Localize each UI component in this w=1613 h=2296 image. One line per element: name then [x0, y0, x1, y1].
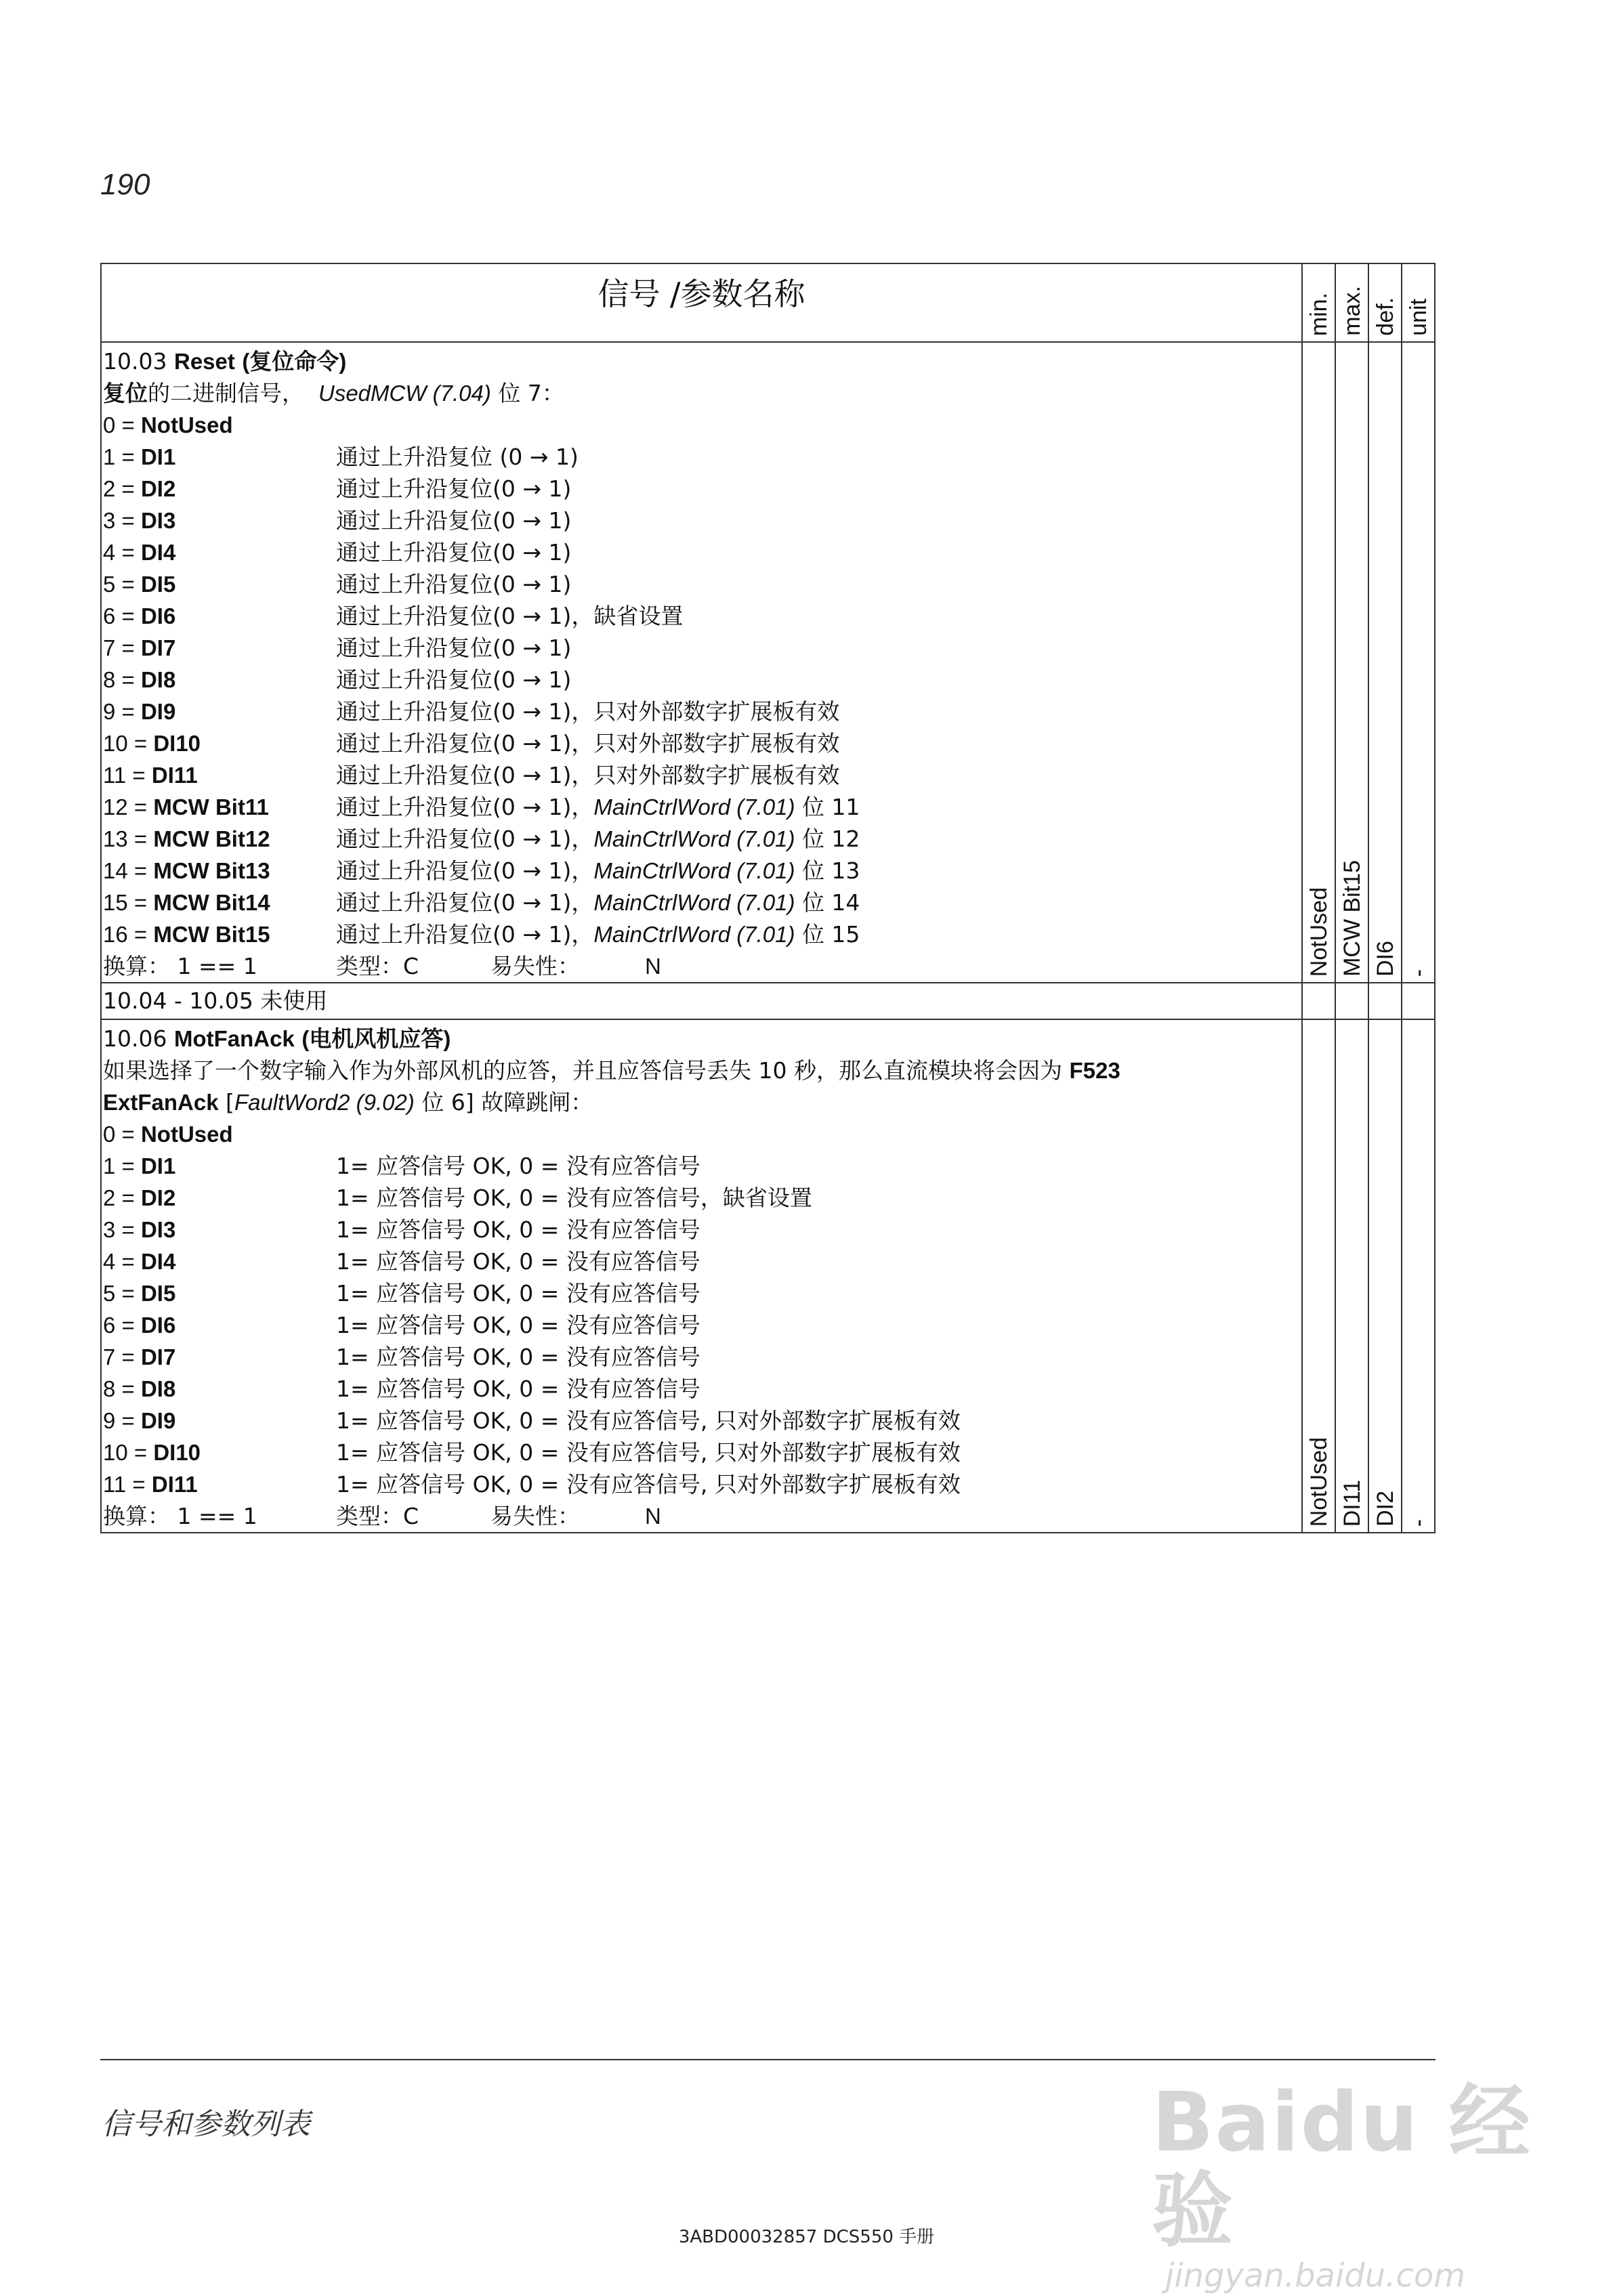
option-item [103, 600, 1301, 632]
option-list [103, 1150, 1301, 1500]
header-min: min. [1302, 263, 1335, 342]
option-item [103, 568, 1301, 600]
option-description: 通过上升沿复位(0 → 1)，只对外部数字扩展板有效 [336, 698, 840, 725]
option-description: 1= 应答信号 OK, 0 = 没有应答信号，缺省设置 [336, 1185, 812, 1211]
option-label: 2 = DI2 [103, 1185, 176, 1210]
option-description: 通过上升沿复位(0 → 1) [336, 666, 572, 693]
option-description: 1= 应答信号 OK, 0 = 没有应答信号, 只对外部数字扩展板有效 [336, 1471, 961, 1497]
conversion-line: 换算： 1 == 1 类型：C 易失性： N [103, 1503, 661, 1529]
option-label: 8 = DI8 [103, 1376, 176, 1401]
option-item [103, 473, 1301, 505]
option-label: 11 = DI11 [103, 763, 198, 788]
option-description: 通过上升沿复位(0 → 1)，MainCtrlWord (7.01) 位 15 [336, 921, 860, 948]
watermark-brand: Baidu 经验 [1152, 2076, 1532, 2258]
limit-def: DI2 [1368, 1019, 1402, 1533]
option-item [103, 1150, 1301, 1182]
limit-max: DI11 [1335, 1019, 1368, 1533]
header-unit: unit [1402, 263, 1435, 342]
option-label: 4 = DI4 [103, 540, 176, 565]
option-label: 11 = DI11 [103, 1472, 198, 1497]
option-label: 6 = DI6 [103, 603, 176, 629]
option-description: 1= 应答信号 OK, 0 = 没有应答信号 [336, 1344, 700, 1370]
limit-def: DI6 [1368, 342, 1402, 983]
option-description: 通过上升沿复位(0 → 1)，MainCtrlWord (7.01) 位 11 [336, 794, 860, 820]
option-description: 通过上升沿复位(0 → 1)，缺省设置 [336, 603, 684, 629]
option-item [103, 1277, 1301, 1309]
option-description: 通过上升沿复位(0 → 1) [336, 571, 572, 597]
option-description: 1= 应答信号 OK, 0 = 没有应答信号 [336, 1248, 700, 1275]
footer-section-title: 信号和参数列表 [102, 2107, 310, 2142]
option-item [103, 1341, 1301, 1373]
limit-min: NotUsed [1302, 1019, 1335, 1533]
option-description: 1= 应答信号 OK, 0 = 没有应答信号 [336, 1153, 700, 1179]
option-item [103, 536, 1301, 568]
option-label: 6 = DI6 [103, 1313, 176, 1338]
option-description: 通过上升沿复位(0 → 1)，只对外部数字扩展板有效 [336, 762, 840, 788]
param-row-motfanack [101, 1019, 1435, 1533]
option-label: 2 = DI2 [103, 476, 176, 501]
page-number: 190 [100, 168, 150, 201]
limit-max: MCW Bit15 [1335, 342, 1368, 983]
option-description: 1= 应答信号 OK, 0 = 没有应答信号 [336, 1216, 700, 1243]
footer-divider [100, 2059, 1436, 2060]
option-label: 8 = DI8 [103, 667, 176, 692]
option-item [103, 441, 1301, 473]
option-description: 1= 应答信号 OK, 0 = 没有应答信号 [336, 1280, 700, 1306]
option-item [103, 791, 1301, 823]
header-def: def. [1368, 263, 1402, 342]
option-description: 通过上升沿复位 (0 → 1) [336, 444, 579, 470]
option-description: 通过上升沿复位(0 → 1) [336, 635, 572, 661]
option-label: 1 = DI1 [103, 1153, 176, 1178]
option-label: 15 = MCW Bit14 [103, 890, 270, 915]
option-label: 16 = MCW Bit15 [103, 922, 270, 947]
option-label: 1 = DI1 [103, 444, 176, 469]
option-label: 3 = DI3 [103, 1217, 176, 1242]
option-item [103, 696, 1301, 727]
option-item [103, 1246, 1301, 1277]
option-item [103, 1182, 1301, 1214]
option-item [103, 664, 1301, 696]
option-item [103, 759, 1301, 791]
unused-params: 10.04 - 10.05 未使用 [101, 983, 1302, 1019]
option-item [103, 823, 1301, 855]
limit-min: NotUsed [1302, 342, 1335, 983]
option-item [103, 887, 1301, 918]
param-description-cont: ExtFanAck [FaultWord2 (9.02) 位 6] 故障跳闸： [103, 1089, 593, 1115]
option-label: 3 = DI3 [103, 508, 176, 533]
option-description: 1= 应答信号 OK, 0 = 没有应答信号 [336, 1312, 700, 1338]
option-description: 通过上升沿复位(0 → 1) [336, 539, 572, 566]
option-description: 1= 应答信号 OK, 0 = 没有应答信号, 只对外部数字扩展板有效 [336, 1407, 961, 1434]
option-item [103, 1405, 1301, 1437]
option-label: 4 = DI4 [103, 1249, 176, 1274]
option-label: 5 = DI5 [103, 1281, 176, 1306]
option-zero: 0 = NotUsed [103, 1122, 233, 1147]
option-item [103, 727, 1301, 759]
option-description: 1= 应答信号 OK, 0 = 没有应答信号 [336, 1376, 700, 1402]
limit-unit: - [1402, 1019, 1435, 1533]
option-item [103, 1309, 1301, 1341]
param-title: 10.06 MotFanAck (电机风机应答) [103, 1025, 451, 1052]
option-description: 通过上升沿复位(0 → 1) [336, 475, 572, 502]
option-label: 10 = DI10 [103, 1440, 201, 1465]
option-zero: 0 = NotUsed [103, 412, 233, 438]
header-title: 信号 /参数名称 [101, 263, 1302, 342]
option-description: 通过上升沿复位(0 → 1)，MainCtrlWord (7.01) 位 14 [336, 889, 860, 916]
option-label: 9 = DI9 [103, 699, 176, 724]
option-item [103, 855, 1301, 887]
option-item [103, 918, 1301, 950]
header-max: max. [1335, 263, 1368, 342]
option-list [103, 441, 1301, 950]
limit-unit: - [1402, 342, 1435, 983]
option-label: 12 = MCW Bit11 [103, 794, 269, 820]
option-description: 通过上升沿复位(0 → 1)，MainCtrlWord (7.01) 位 13 [336, 857, 860, 884]
param-description: 如果选择了一个数字输入作为外部风机的应答，并且应答信号丢失 10 秒，那么直流模块将会因为 F523 [103, 1057, 1120, 1084]
document-id: 3ABD00032857 DCS550 手册 [678, 2227, 935, 2247]
option-item [103, 1373, 1301, 1405]
option-description: 1= 应答信号 OK, 0 = 没有应答信号, 只对外部数字扩展板有效 [336, 1439, 961, 1466]
watermark-url: jingyan.baidu.com [1165, 2257, 1465, 2295]
option-label: 5 = DI5 [103, 572, 176, 597]
option-description: 通过上升沿复位(0 → 1)，只对外部数字扩展板有效 [336, 730, 840, 757]
conversion-line: 换算： 1 == 1 类型：C 易失性： N [103, 953, 661, 979]
option-item [103, 632, 1301, 664]
option-item [103, 1468, 1301, 1500]
param-title: 10.03 Reset (复位命令) [103, 348, 347, 375]
param-row-reset [101, 342, 1435, 983]
option-item [103, 1437, 1301, 1468]
watermark [1152, 2076, 1558, 2295]
parameter-table [100, 263, 1436, 1533]
option-label: 9 = DI9 [103, 1408, 176, 1433]
option-label: 10 = DI10 [103, 731, 201, 756]
option-item [103, 505, 1301, 536]
param-row-unused [101, 983, 1435, 1019]
option-label: 14 = MCW Bit13 [103, 858, 270, 883]
param-description: 复位的二进制信号， UsedMCW (7.04) 位 7： [103, 380, 564, 406]
option-description: 通过上升沿复位(0 → 1)，MainCtrlWord (7.01) 位 12 [336, 826, 860, 852]
option-label: 7 = DI7 [103, 1344, 176, 1369]
option-description: 通过上升沿复位(0 → 1) [336, 507, 572, 534]
table-header-row [101, 263, 1435, 342]
option-label: 7 = DI7 [103, 635, 176, 660]
param-reset-body [101, 342, 1302, 983]
option-item [103, 1214, 1301, 1246]
option-label: 13 = MCW Bit12 [103, 826, 270, 851]
param-motfanack-body [101, 1019, 1302, 1533]
